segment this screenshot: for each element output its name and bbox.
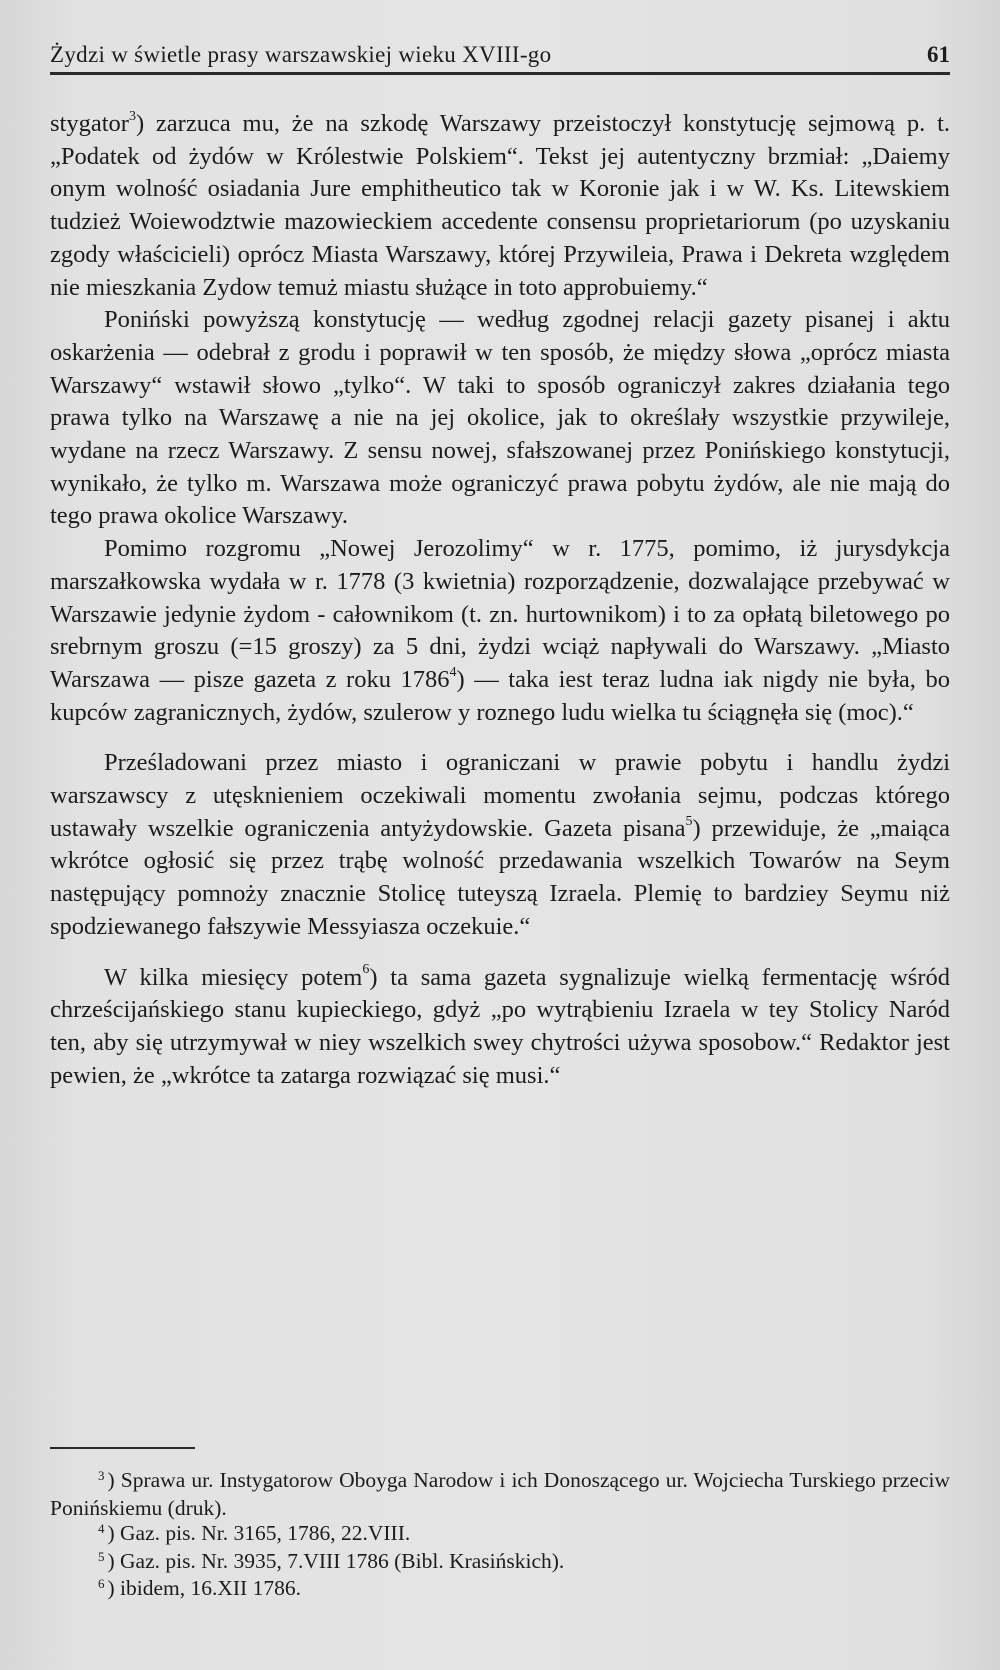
paragraph-5 bbox=[50, 962, 950, 1093]
paragraph-2: Poniński powyższą konstytucję — według zgodnej relacji gazety pisanej i aktu oskarżenia — odebrał z grodu i poprawił w ten sposób, że między słowa „oprócz miasta Warszawy“ wstawił słowo „tylko“. W taki to sposób ograniczył zakres działania tego prawa tylko na Warszawę a nie na jej okolice, jak to określały wszystkie przywileje, wydane na rzecz Warszawy. Z sensu nowej, sfałszowanej przez Ponińskiego konstytucji, wynikało, że tylko m. Warszawa może ograniczyć prawa pobytu żydów, ale nie mają do tego prawa okolice Warszawy. bbox=[50, 306, 950, 530]
body-text bbox=[50, 108, 950, 1092]
footnote-text: ) Gaz. pis. Nr. 3935, 7.VIII 1786 (Bibl. Krasińskich). bbox=[107, 1548, 565, 1573]
footnote-4 bbox=[50, 1521, 950, 1549]
footnote-ref-5: 5 bbox=[685, 813, 693, 829]
footnote-text: ) Sprawa ur. Instygatorow Oboyga Narodow i ich Donoszącego ur. Wojciecha Turskiego przeciw Ponińskiemu (druk). bbox=[50, 1468, 950, 1520]
footnote-mark: 6 bbox=[98, 1576, 105, 1591]
running-title: Żydzi w świetle prasy warszawskiej wieku XVIII-go bbox=[50, 42, 552, 67]
footnote-mark: 4 bbox=[98, 1521, 105, 1536]
paragraph-3 bbox=[50, 533, 950, 729]
paragraph-3-text-before: Pomimo rozgromu „Nowej Jerozolimy“ w r. 1775, pomimo, iż jurysdykcja marszałkowska wydała w r. 1778 (3 kwietnia) rozporządzenie, dozwalające przebywać w Warszawie jedynie żydom - całownikom (t. zn. hurtownikom) i to za opłatą biletowego po srebrnym groszu (=15 groszy) za 5 dni, żydzi wciąż napływali do Warszawy. „Miasto Warszawa — pisze gazeta z roku 1786 bbox=[50, 535, 950, 693]
footnote-rule bbox=[50, 1447, 195, 1449]
footnotes bbox=[50, 1468, 950, 1604]
page-number: 61 bbox=[927, 42, 950, 67]
footnote-ref-6: 6 bbox=[362, 962, 370, 978]
paragraph-4 bbox=[50, 747, 950, 943]
footnote-ref-4: 4 bbox=[449, 664, 457, 680]
footnote-5 bbox=[50, 1549, 950, 1577]
footnote-mark: 5 bbox=[98, 1548, 105, 1564]
footnote-text: ) Gaz. pis. Nr. 3165, 1786, 22.VIII. bbox=[107, 1521, 411, 1545]
paragraph-4-text-after: ) przewiduje, że „maiąca wkrótce ogłosić się przez trąbę wolność przedawania wszelkich Towarów na Seym następujący pomnoży znacznie Stolicę tuteyszą Izraela. Plemię to bardziey Seymu niż spodziewanego fałszywie Messyiasza oczekuie.“ bbox=[50, 814, 951, 940]
footnote-6 bbox=[50, 1576, 950, 1604]
footnote-ref-3: 3 bbox=[128, 108, 136, 124]
footnote-text: ) ibidem, 16.XII 1786. bbox=[107, 1576, 301, 1600]
paragraph-5-text-before: W kilka miesięcy potem bbox=[104, 963, 363, 991]
paragraph-1-text-before: stygator bbox=[50, 110, 129, 137]
footnote-3 bbox=[50, 1468, 950, 1521]
header-rule bbox=[50, 72, 950, 75]
paragraph-1-text-after: ) zarzuca mu, że na szkodę Warszawy przeistoczył konstytucję sejmową p. t. „Podatek od żydów w Królestwie Polskiem“. Tekst jej autentyczny brzmiał: „Daiemy onym wolność osiadania Jure emphitheutico tak w Koronie jak i w W. Ks. Litewskiem tudzież Woiewodztwie mazowieckiem accedente consensu proprietariorum (po uzyskaniu zgody właścicieli) oprócz Miasta Warszawy, której Przywileia, Prawa i Dekreta względem nie mieszkania Zydow temuż miastu służące in toto approbuiemy.“ bbox=[50, 110, 950, 301]
footnote-mark: 3 bbox=[98, 1468, 105, 1483]
paragraph-5-text-after: ) ta sama gazeta sygnalizuje wielką fermentację wśród chrześcijańskiego stanu kupieckiego, gdyż „po wytrąbieniu Izraela w tey Stolicy Naród ten, aby się utrzymywał w niey wszelkich swey chytrości używa sposobow.“ Redaktor jest pewien, że „wkrótce ta zatarga rozwiązać się musi.“ bbox=[50, 963, 950, 1089]
paragraph-3-text-after: ) — taka iest teraz ludna iak nigdy nie była, bo kupców zagranicznych, żydów, szulerow y roznego ludu wielka tu ściągnęła się (moc).“ bbox=[50, 665, 950, 726]
paragraph-1 bbox=[50, 108, 950, 304]
paragraph-4-text-before: Prześladowani przez miasto i ograniczani w prawie pobytu i handlu żydzi warszawscy z utęsknieniem oczekiwali momentu zwołania sejmu, podczas którego ustawały wszelkie ograniczenia antyżydowskie. Gazeta pisana bbox=[50, 749, 950, 842]
